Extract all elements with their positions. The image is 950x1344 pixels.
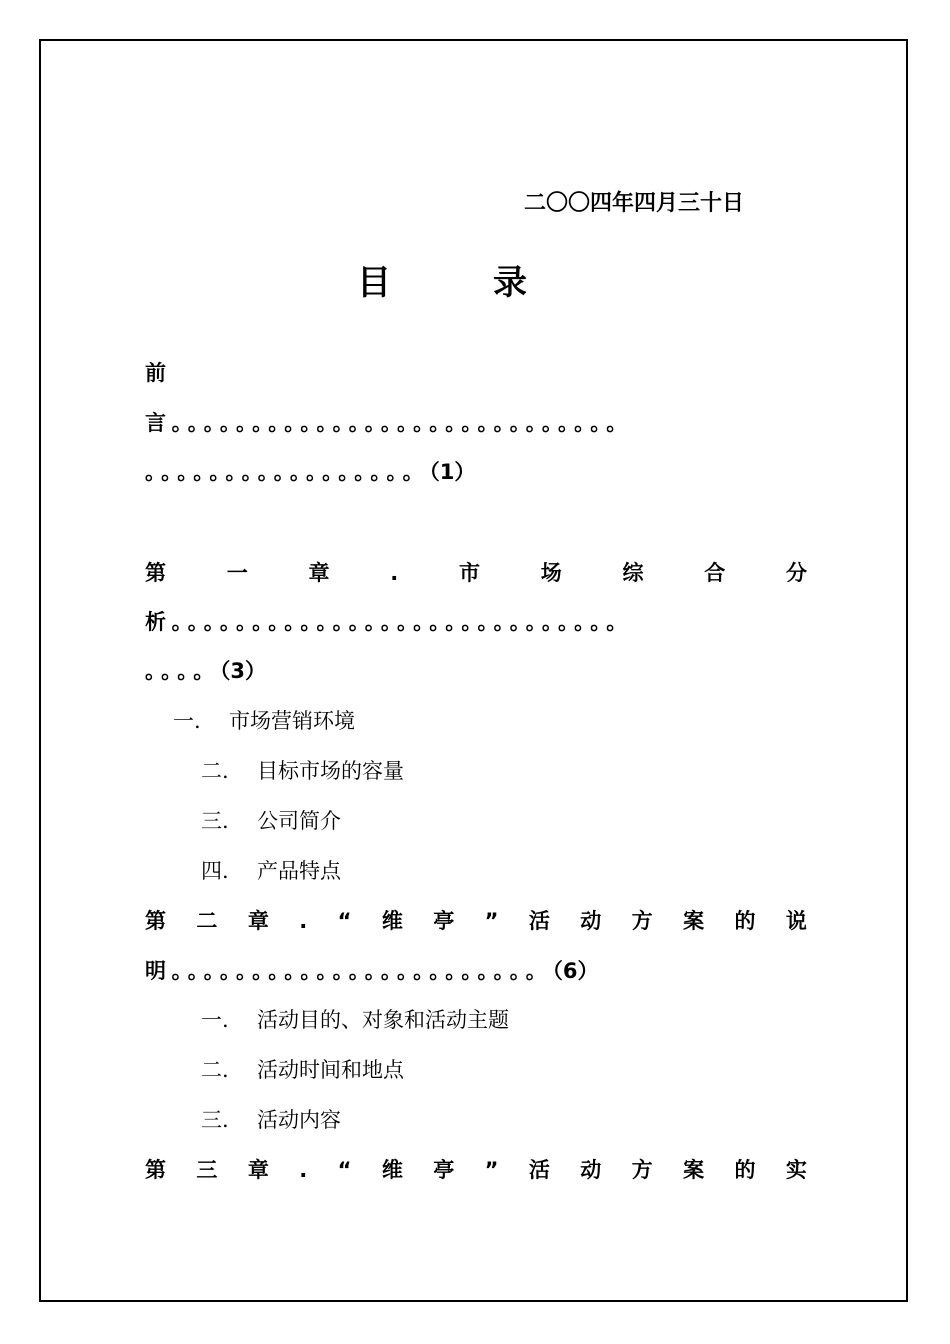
ch3-char: 维 — [381, 1158, 403, 1182]
toc-chapter-1-line-2: 析。。。。。。。。。。。。。。。。。。。。。。。。。。。。 — [145, 610, 633, 634]
toc-preface-line-2: 言。。。。。。。。。。。。。。。。。。。。。。。。。。。。 — [145, 411, 633, 435]
ch2-char: 方 — [631, 909, 653, 933]
section-title: 公司简介 — [257, 809, 341, 833]
toc-chapter-2-line-2 — [145, 957, 807, 985]
section-number: 四. — [201, 859, 229, 883]
toc-preface-line-1: 前 — [145, 361, 166, 385]
ch1-char: 第 — [145, 561, 166, 585]
ch1-char: 综 — [622, 561, 644, 585]
toc-section-item — [201, 757, 404, 785]
section-title: 产品特点 — [257, 859, 341, 883]
toc-chapter-1-page: （3） — [219, 659, 267, 683]
section-title: 活动内容 — [257, 1108, 341, 1132]
ch3-char: 活 — [528, 1158, 550, 1182]
toc-section-item — [201, 1106, 341, 1134]
ch3-char: 章 — [247, 1158, 269, 1182]
toc-chapter-1-line-3 — [145, 657, 807, 685]
ch3-char: 亭 — [433, 1158, 455, 1182]
ch1-char: . — [390, 561, 399, 585]
section-title: 活动目的、对象和活动主题 — [257, 1008, 509, 1032]
toc-section-item — [201, 857, 341, 885]
toc-preface-line-3 — [145, 458, 807, 486]
ch3-char: 方 — [631, 1158, 653, 1182]
toc-preface-leader: 。。。。。。。。。。。。。。。。。 — [145, 460, 430, 484]
section-number: 三. — [201, 809, 229, 833]
ch2-char: . — [299, 909, 308, 933]
ch3-char: “ — [337, 1158, 352, 1182]
document-date: 二〇〇四年四月三十日 — [524, 191, 745, 216]
ch3-char: 实 — [785, 1158, 807, 1182]
ch2-char: 案 — [683, 909, 705, 933]
ch1-char: 分 — [785, 561, 807, 585]
ch3-char: 案 — [683, 1158, 705, 1182]
toc-chapter-1-heading — [145, 559, 807, 587]
toc-title-char-1: 目 — [357, 263, 391, 303]
ch3-char: . — [299, 1158, 308, 1182]
toc-section-item — [201, 1056, 404, 1084]
section-number: 一. — [201, 1008, 229, 1032]
section-number: 三. — [201, 1108, 229, 1132]
ch2-char: 动 — [580, 909, 602, 933]
section-title: 市场营销环境 — [229, 709, 355, 733]
toc-chapter-2-page: （6） — [552, 959, 599, 983]
section-number: 二. — [201, 1058, 229, 1082]
ch1-char: 场 — [540, 561, 562, 585]
ch2-char: 亭 — [433, 909, 455, 933]
ch1-char: 一 — [226, 561, 248, 585]
ch2-char: 章 — [247, 909, 269, 933]
ch1-char: 合 — [704, 561, 726, 585]
section-number: 二. — [201, 759, 229, 783]
toc-chapter-1-leader: 。。。。 — [145, 659, 220, 683]
ch2-char: 说 — [785, 909, 807, 933]
ch3-char: 三 — [196, 1158, 218, 1182]
ch2-char: 维 — [381, 909, 403, 933]
toc-section-item — [173, 707, 355, 735]
ch1-char: 市 — [458, 561, 480, 585]
section-title: 目标市场的容量 — [257, 759, 404, 783]
ch3-char: 的 — [734, 1158, 756, 1182]
section-number: 一. — [173, 709, 201, 733]
ch2-char: “ — [337, 909, 352, 933]
ch3-char: 第 — [145, 1158, 166, 1182]
ch2-char: 的 — [734, 909, 756, 933]
ch3-char: ” — [484, 1158, 499, 1182]
toc-section-item — [201, 1006, 509, 1034]
toc-section-item — [201, 807, 341, 835]
toc-chapter-3-heading — [145, 1156, 807, 1184]
toc-chapter-2-heading — [145, 907, 807, 935]
ch2-char: 第 — [145, 909, 166, 933]
ch2-char: 二 — [196, 909, 218, 933]
toc-title-char-2: 录 — [493, 263, 527, 303]
toc-preface-page: （1） — [429, 460, 476, 484]
ch2-char: ” — [484, 909, 499, 933]
ch1-char: 章 — [308, 561, 330, 585]
toc-chapter-2-leader: 明。。。。。。。。。。。。。。。。。。。。。。。 — [145, 959, 553, 983]
ch2-char: 活 — [528, 909, 550, 933]
ch3-char: 动 — [580, 1158, 602, 1182]
section-title: 活动时间和地点 — [257, 1058, 404, 1082]
